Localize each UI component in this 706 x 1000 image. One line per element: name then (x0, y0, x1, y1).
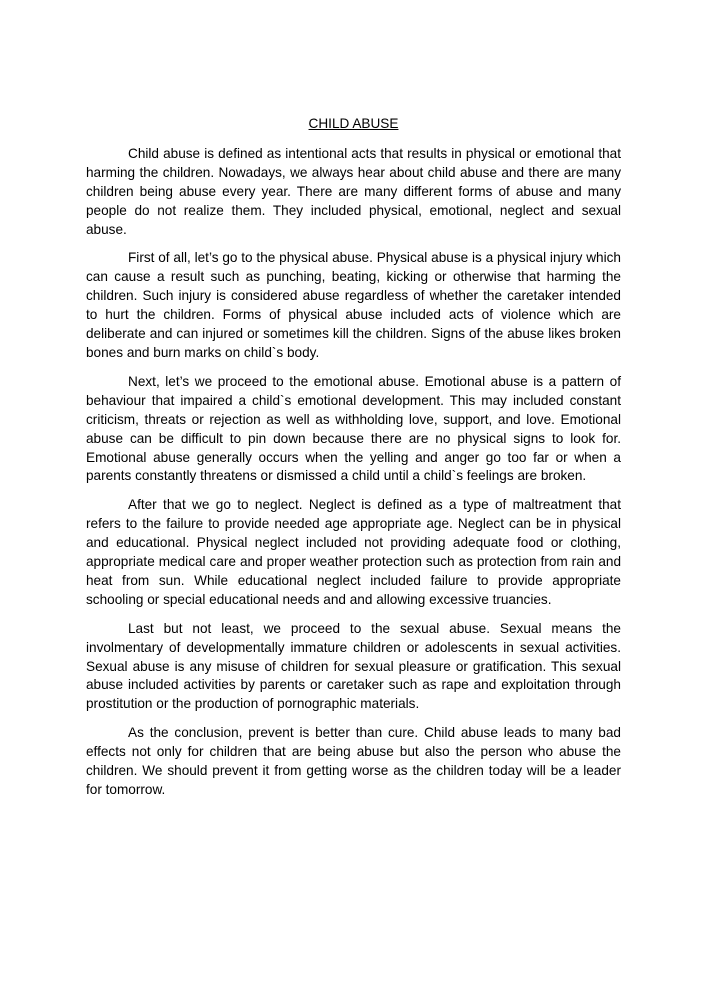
paragraph-emotional-abuse: Next, let’s we proceed to the emotional abuse. Emotional abuse is a pattern of behaviour that impaired a child`s emotional development. This may included constant criticism, threats or rejection as well as withholding love, support, and love. Emotional abuse can be difficult to pin down because there are no physical signs to look for. Emotional abuse generally occurs when the yelling and anger go too far or when a parents constantly threatens or dismissed a child until a child`s feelings are broken. (86, 373, 621, 484)
paragraph-neglect: After that we go to neglect. Neglect is defined as a type of maltreatment that refers to the failure to provide needed age appropriate age. Neglect can be in physical and educational. Physical neglect included not providing adequate food or clothing, appropriate medical care and proper weather protection such as protection from rain and heat from sun. While educational neglect included failure to provide appropriate schooling or special educational needs and and allowing excessive truancies. (86, 497, 621, 607)
paragraph-sexual-abuse: Last but not least, we proceed to the sexual abuse. Sexual means the involmentary of developmentally immature children or adolescents in sexual activities. Sexual abuse is any misuse of children for sexual pleasure or gratification. This sexual abuse included activities by parents or caretaker such as rape and exploitation through prostitution or the production of pornographic materials. (86, 620, 621, 712)
document-title: CHILD ABUSE (308, 116, 399, 131)
paragraph-conclusion: As the conclusion, prevent is better than cure. Child abuse leads to many bad effects not only for children that are being abuse but also the person who abuse the children. We should prevent it from getting worse as the children today will be a leader for tomorrow. (86, 725, 621, 797)
paragraph-introduction: Child abuse is defined as intentional acts that results in physical or emotional that harming the children. Nowadays, we always hear about child abuse and there are many children being abuse every year. There are many different forms of abuse and many people do not realize them. They included physical, emotional, neglect and sexual abuse. (86, 145, 621, 237)
paragraph-physical-abuse: First of all, let’s go to the physical abuse. Physical abuse is a physical injury which can cause a result such as punching, beating, kicking or otherwise that harming the children. Such injury is considered abuse regardless of whether the caretaker intended to hurt the children. Forms of physical abuse included acts of violence which are deliberate and can injured or sometimes kill the children. Signs of the abuse likes broken bones and burn marks on child`s body. (86, 250, 621, 360)
document-page (86, 115, 621, 810)
